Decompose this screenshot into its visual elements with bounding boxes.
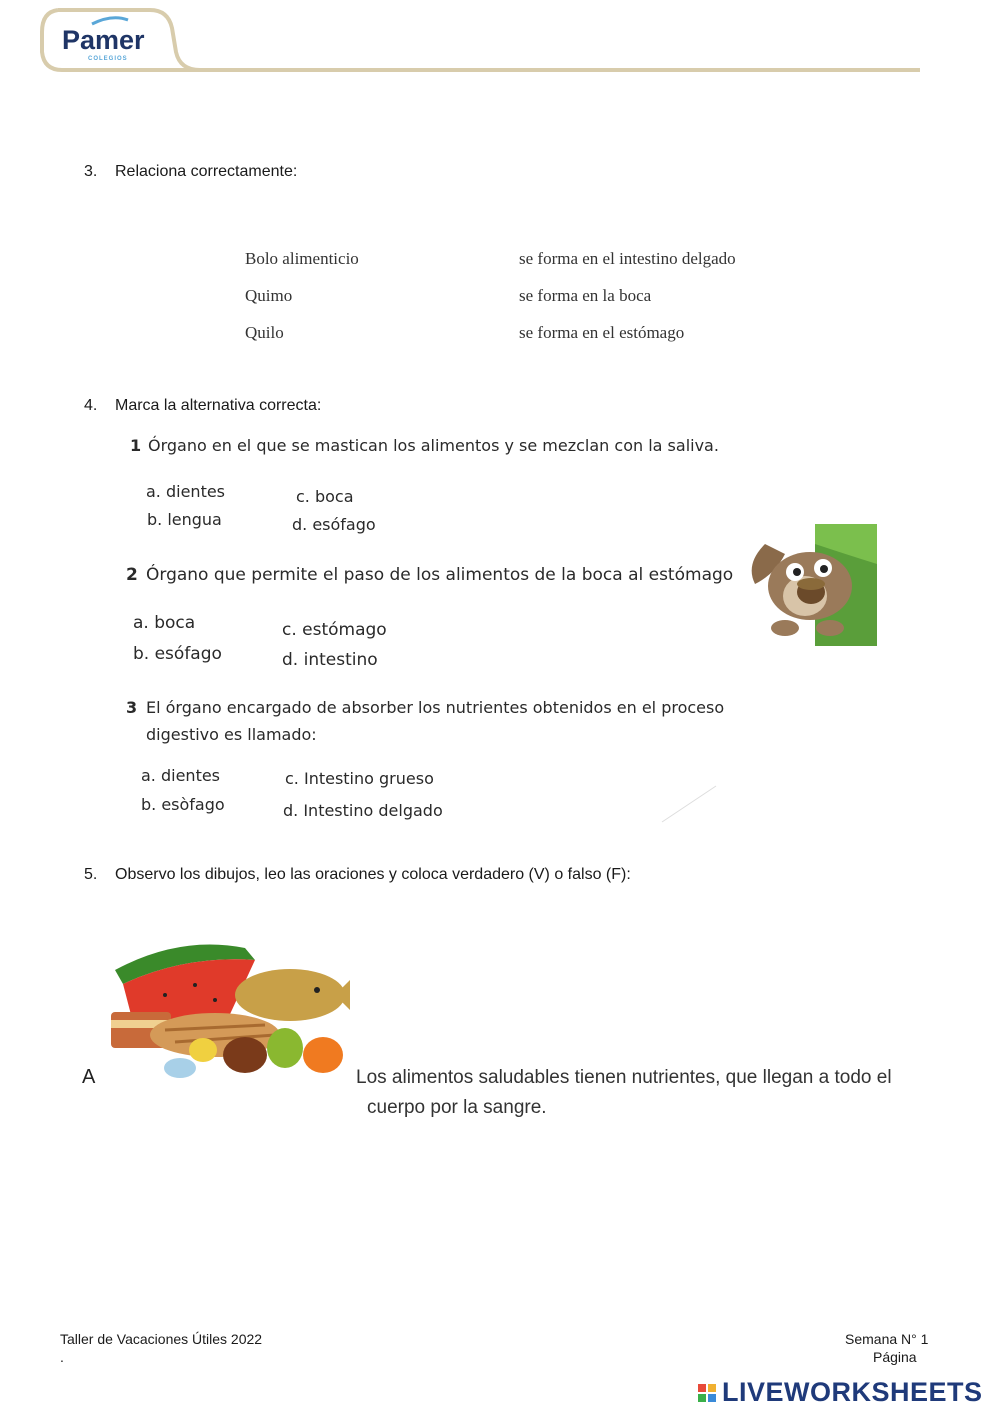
q3-left-item: Quilo: [245, 323, 284, 342]
q4-item-number: 2: [126, 565, 138, 585]
q4-option[interactable]: d. intestino: [282, 650, 378, 670]
q4-option[interactable]: b. esófago: [133, 644, 222, 664]
q4-option[interactable]: a. dientes: [141, 766, 221, 785]
q4-item-text: Órgano en el que se mastican los alimentos y se mezclan con la saliva.: [148, 436, 719, 455]
scan-artifact-line: [660, 784, 720, 824]
footer-left: Taller de Vacaciones Útiles 2022: [60, 1331, 263, 1347]
q5-prompt: Observo los dibujos, leo las oraciones y coloca verdadero (V) o falso (F):: [115, 866, 631, 883]
liveworksheets-logo[interactable]: [697, 1377, 983, 1408]
q5-sentence: Los alimentos saludables tienen nutrientes, que llegan a todo el: [356, 1067, 892, 1088]
footer-week: Semana N° 1: [845, 1331, 929, 1347]
q4-option[interactable]: a. boca: [133, 613, 196, 633]
liveworksheets-icon: [697, 1383, 719, 1403]
q4-item-text: El órgano encargado de absorber los nutrientes obtenidos en el proceso: [146, 698, 725, 717]
q5-sentence: cuerpo por la sangre.: [367, 1097, 547, 1118]
q3-right-item: se forma en el estómago: [519, 323, 685, 342]
q4-prompt: Marca la alternativa correcta:: [115, 397, 322, 414]
q4-option[interactable]: c. estómago: [282, 620, 387, 640]
q4-option[interactable]: b. esòfago: [141, 795, 225, 814]
liveworksheets-text: LIVEWORKSHEETS: [722, 1377, 983, 1407]
q4-option[interactable]: d. esófago: [292, 515, 376, 534]
q3-prompt: Relaciona correctamente:: [115, 163, 298, 180]
footer-left-dot: .: [60, 1349, 64, 1365]
q4-option[interactable]: c. boca: [296, 487, 354, 506]
q4-option[interactable]: b. lengua: [147, 510, 222, 529]
healthy-food-illustration: [105, 940, 350, 1085]
q4-item-text: digestivo es llamado:: [146, 725, 317, 744]
q4-number: 4.: [84, 397, 98, 414]
q4-item-number: 3: [126, 698, 138, 717]
q3-left-item: Bolo alimenticio: [245, 249, 359, 268]
logo-text: Pamer: [62, 25, 145, 55]
footer-page: Página: [873, 1349, 917, 1365]
q3-number: 3.: [84, 163, 98, 180]
q4-option[interactable]: d. Intestino delgado: [283, 801, 443, 820]
logo-subtext: COLEGIOS: [88, 56, 128, 62]
q3-right-item: se forma en el intestino delgado: [519, 249, 736, 268]
q4-option[interactable]: c. Intestino grueso: [285, 769, 434, 788]
squirrel-illustration: [745, 524, 877, 646]
q4-item-text: Órgano que permite el paso de los alimentos de la boca al estómago: [146, 565, 734, 585]
q3-left-item: Quimo: [245, 286, 293, 305]
q4-item-number: 1: [130, 436, 142, 455]
q5-number: 5.: [84, 866, 98, 883]
q5-item-letter: A: [82, 1066, 96, 1088]
q3-right-item: se forma en la boca: [519, 286, 652, 305]
header: [0, 0, 1000, 90]
q4-option[interactable]: a. dientes: [146, 482, 226, 501]
